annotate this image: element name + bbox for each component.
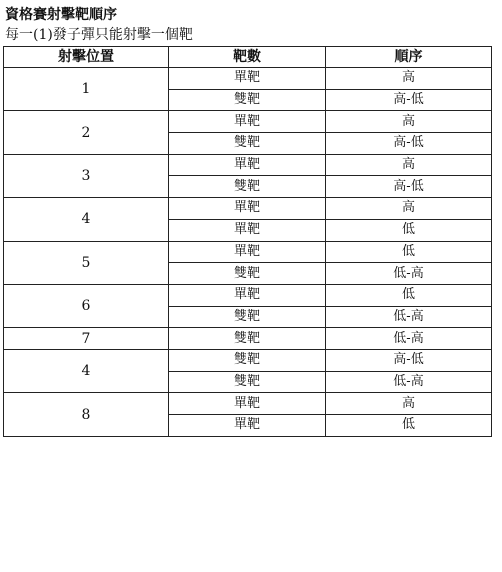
cell-order: 低 <box>326 241 492 263</box>
cell-target-count: 單靶 <box>169 111 326 133</box>
table-row <box>4 198 492 220</box>
cell-shooting-position: 5 <box>4 241 169 284</box>
cell-target-count: 單靶 <box>169 393 326 415</box>
cell-target-count: 單靶 <box>169 68 326 90</box>
cell-order: 低-高 <box>326 371 492 393</box>
cell-order: 高-低 <box>326 89 492 111</box>
cell-target-count: 雙靶 <box>169 371 326 393</box>
cell-order: 高-低 <box>326 176 492 198</box>
document-page <box>4 6 498 44</box>
table-row <box>4 328 492 350</box>
cell-order: 高 <box>326 68 492 90</box>
cell-order: 低-高 <box>326 263 492 285</box>
cell-target-count: 單靶 <box>169 154 326 176</box>
cell-order: 高 <box>326 154 492 176</box>
table-row <box>4 284 492 306</box>
table-row <box>4 393 492 415</box>
table-row <box>4 68 492 90</box>
document-subtitle: 每一(1)發子彈只能射擊一個靶 <box>5 27 193 43</box>
cell-order: 低-高 <box>326 328 492 350</box>
header-shooting-position: 射擊位置 <box>4 47 169 68</box>
cell-order: 低 <box>326 219 492 241</box>
header-order: 順序 <box>326 47 492 68</box>
cell-target-count: 雙靶 <box>169 89 326 111</box>
cell-target-count: 雙靶 <box>169 133 326 155</box>
cell-shooting-position: 6 <box>4 284 169 327</box>
cell-target-count: 雙靶 <box>169 263 326 285</box>
cell-order: 低 <box>326 284 492 306</box>
cell-target-count: 雙靶 <box>169 328 326 350</box>
shooting-order-table <box>3 46 492 437</box>
cell-order: 低-高 <box>326 306 492 328</box>
header-target-count: 靶數 <box>169 47 326 68</box>
table-row <box>4 241 492 263</box>
cell-target-count: 單靶 <box>169 241 326 263</box>
table-row <box>4 349 492 371</box>
cell-shooting-position: 4 <box>4 198 169 241</box>
cell-target-count: 雙靶 <box>169 176 326 198</box>
cell-target-count: 雙靶 <box>169 349 326 371</box>
cell-order: 高-低 <box>326 133 492 155</box>
cell-order: 高 <box>326 198 492 220</box>
cell-shooting-position: 4 <box>4 349 169 392</box>
cell-shooting-position: 3 <box>4 154 169 197</box>
cell-target-count: 單靶 <box>169 198 326 220</box>
table-header-row <box>4 47 492 68</box>
cell-order: 高-低 <box>326 349 492 371</box>
cell-shooting-position: 1 <box>4 68 169 111</box>
cell-shooting-position: 2 <box>4 111 169 154</box>
cell-target-count: 雙靶 <box>169 306 326 328</box>
table-row <box>4 111 492 133</box>
cell-shooting-position: 7 <box>4 328 169 350</box>
cell-order: 高 <box>326 393 492 415</box>
document-title: 資格賽射擊靶順序 <box>5 7 117 23</box>
cell-target-count: 單靶 <box>169 284 326 306</box>
table-body <box>4 68 492 437</box>
cell-order: 高 <box>326 111 492 133</box>
cell-order: 低 <box>326 415 492 437</box>
cell-shooting-position: 8 <box>4 393 169 436</box>
table-row <box>4 154 492 176</box>
cell-target-count: 單靶 <box>169 415 326 437</box>
cell-target-count: 單靶 <box>169 219 326 241</box>
